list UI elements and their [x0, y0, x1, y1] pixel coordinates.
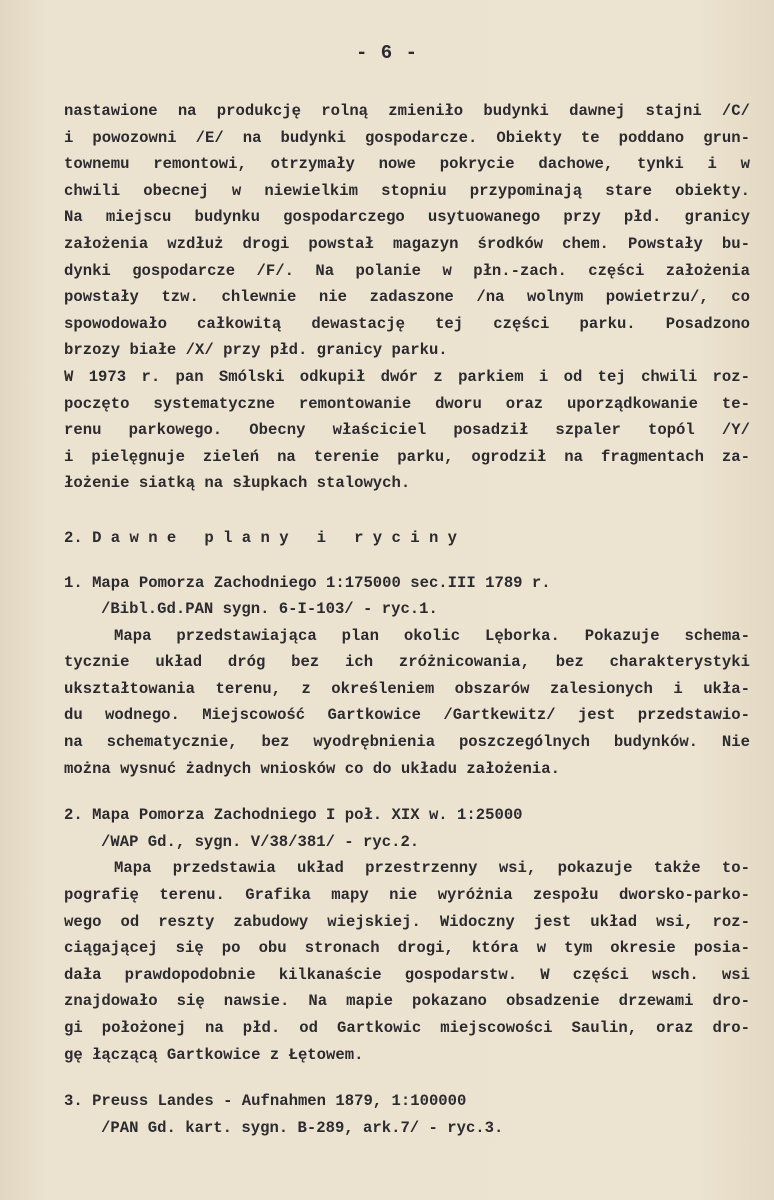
- item-title: 2. Mapa Pomorza Zachodniego I poł. XIX w. 1:25000: [64, 806, 523, 825]
- text-line: znajdowało się nawsie. Na mapie pokazano obsadzenie drzewami dro-: [64, 992, 750, 1011]
- section-heading: 2. D a w n e p l a n y i r y c i n y: [64, 528, 458, 547]
- text-line: ciągającej się po obu stronach drogi, która w tym okresie posia-: [64, 939, 750, 958]
- text-line: gę łączącą Gartkowice z Łętowem.: [64, 1045, 364, 1064]
- text-line: wego od reszty zabudowy wiejskiej. Widoczny jest układ wsi, roz-: [64, 912, 750, 931]
- text-line: i pielęgnuje zieleń na terenie parku, ogrodził na fragmentach za-: [64, 447, 750, 466]
- text-line: ukształtowania terenu, z określeniem obszarów zalesionych i ukła-: [64, 679, 750, 698]
- text-line: spowodowało całkowitą dewastację tej części parku. Posadzono: [64, 314, 750, 333]
- text-line: dała prawdopodobnie kilkanaście gospodarstw. W części wsch. wsi: [64, 965, 750, 984]
- text-line: poczęto systematyczne remontowanie dworu oraz uporządkowanie te-: [64, 394, 750, 413]
- text-line: założenia wzdłuż drogi powstał magazyn środków chem. Powstały bu-: [64, 234, 750, 253]
- text-line: na schematycznie, bez wyodrębnienia poszczególnych budynków. Nie: [64, 733, 750, 752]
- text-line: dynki gospodarcze /F/. Na polanie w płn.-zach. części założenia: [64, 261, 750, 280]
- text-line: tycznie układ dróg bez ich zróżnicowania, bez charakterystyki: [64, 653, 750, 672]
- text-line: Mapa przedstawiająca plan okolic Lęborka. Pokazuje schema-: [114, 626, 750, 645]
- text-line: powstały tzw. chlewnie nie zadaszone /na wolnym powietrzu/, co: [64, 288, 750, 307]
- item-description: [64, 623, 750, 783]
- item-reference: /Bibl.Gd.PAN sygn. 6-I-103/ - ryc.1.: [101, 600, 438, 619]
- text-line: można wysnuć żadnych wniosków co do układu założenia.: [64, 759, 560, 778]
- text-line: renu parkowego. Obecny właściciel posadził szpaler topól /Y/: [64, 421, 750, 440]
- item-reference: /WAP Gd., sygn. V/38/381/ - ryc.2.: [101, 832, 420, 851]
- text-line: chwili obecnej w niewielkim stopniu przypominają stare obiekty.: [64, 181, 750, 200]
- text-line: Na miejscu budynku gospodarczego usytuowanego przy płd. granicy: [64, 208, 750, 227]
- list-item: [64, 570, 750, 783]
- item-title: 3. Preuss Landes - Aufnahmen 1879, 1:100000: [64, 1092, 467, 1111]
- intro-paragraph: [64, 98, 750, 497]
- text-line: W 1973 r. pan Smólski odkupił dwór z parkiem i od tej chwili roz-: [64, 367, 750, 386]
- item-description: [64, 855, 750, 1068]
- text-line: Mapa przedstawia układ przestrzenny wsi, pokazuje także to-: [114, 859, 750, 878]
- text-line: łożenie siatką na słupkach stalowych.: [64, 474, 411, 493]
- text-line: i powozowni /E/ na budynki gospodarcze. Obiekty te poddano grun-: [64, 128, 750, 147]
- item-reference: /PAN Gd. kart. sygn. B-289, ark.7/ - ryc.3.: [101, 1118, 504, 1137]
- text-line: pografię terenu. Grafika mapy nie wyróżnia zespołu dworsko-parko-: [64, 886, 750, 905]
- page-number: - 6 -: [355, 42, 418, 64]
- list-item: [64, 1088, 750, 1141]
- list-item: [64, 802, 750, 1068]
- text-line: brzozy białe /X/ przy płd. granicy parku.: [64, 341, 448, 360]
- text-line: gi położonej na płd. od Gartkowic miejscowości Saulin, oraz dro-: [64, 1019, 750, 1037]
- text-line: du wodnego. Miejscowość Gartkowice /Gartkewitz/ jest przedstawio-: [64, 706, 750, 725]
- item-title: 1. Mapa Pomorza Zachodniego 1:175000 sec.III 1789 r.: [64, 573, 551, 592]
- document-body: [64, 98, 750, 1141]
- text-line: townemu remontowi, otrzymały nowe pokrycie dachowe, tynki i w: [64, 155, 750, 174]
- text-line: nastawione na produkcję rolną zmieniło budynki dawnej stajni /C/: [64, 102, 750, 120]
